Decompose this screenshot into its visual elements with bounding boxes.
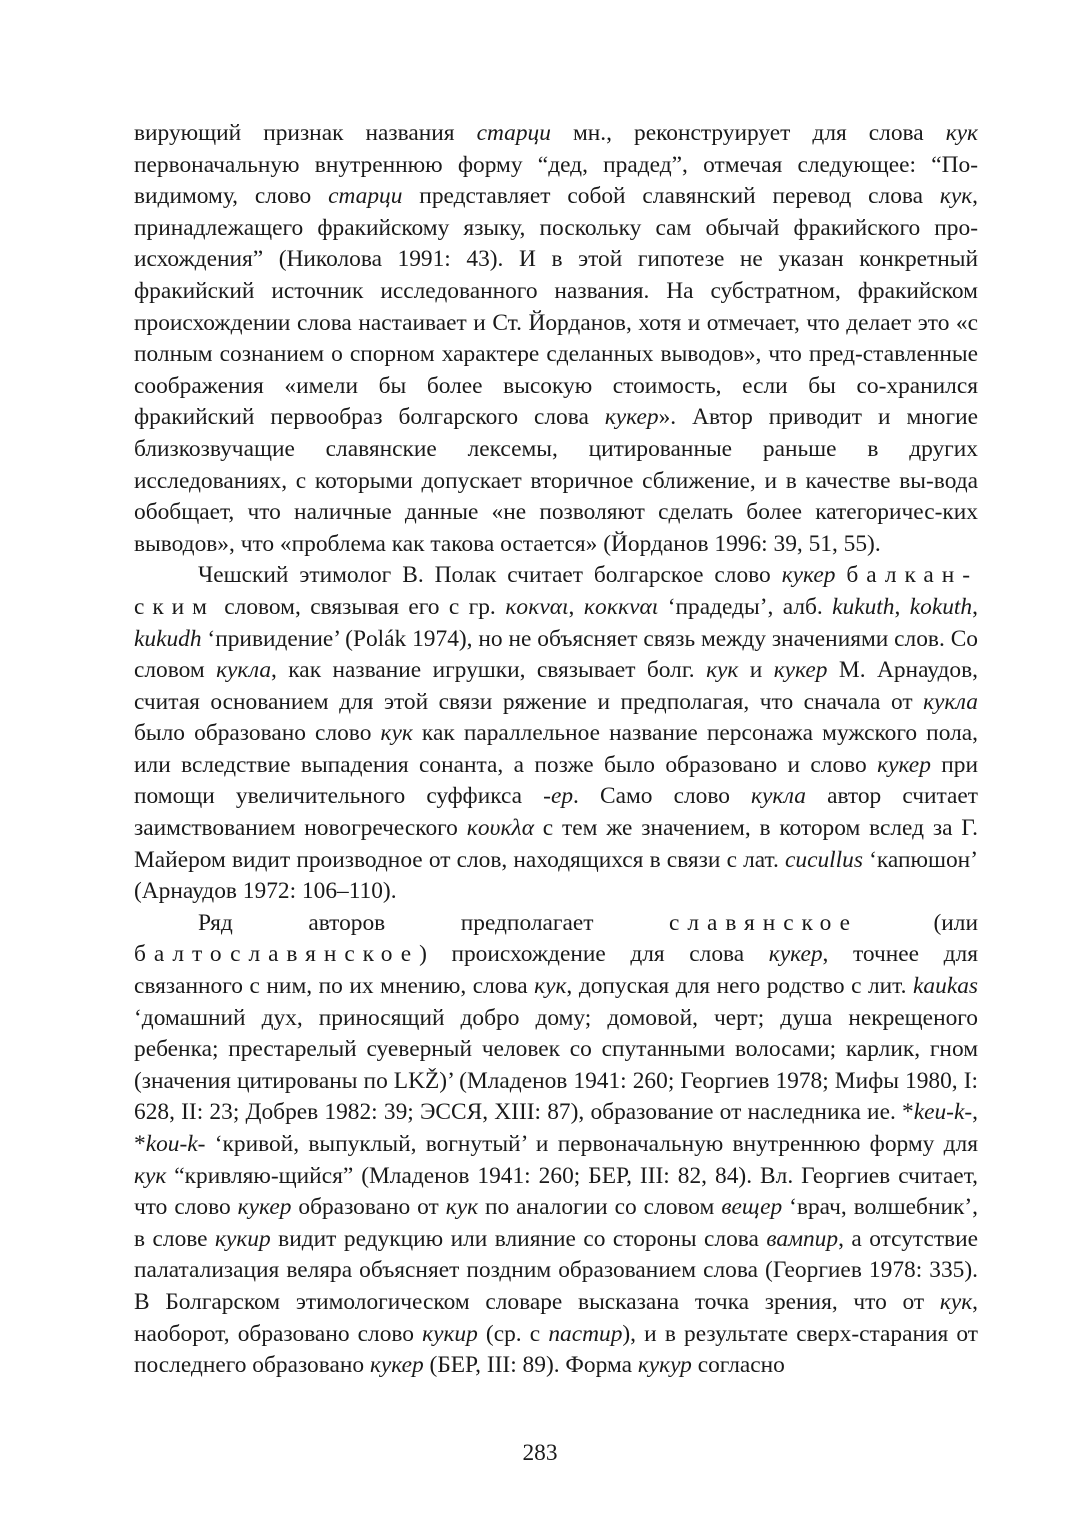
text-run: , точнее для связанного с ним, по их мнению, слова	[134, 941, 978, 1000]
italic-term: вампир	[766, 1225, 839, 1252]
italic-term: -ер	[543, 783, 574, 810]
text-run: (или	[857, 909, 978, 936]
text-run: ‘прадеды’, алб.	[658, 593, 833, 620]
text-run: при помощи увеличительного суффикса	[134, 751, 978, 810]
italic-term: кукер	[877, 751, 931, 778]
text-run: и	[738, 657, 774, 684]
italic-term: кукер	[773, 657, 828, 684]
text-run: ‘домашний дух, приносящий добро дому; домовой, черт; душа некрещеного ребенка; престарелый суеверный человек со спутанными волосами; карлик, гном (значения цитированы по LKŽ)’ (Младенов 1941: 260; Георгиев 1978; Мифы 1980, I: 628, II: 23; Добрев 1982: 39; ЭССЯ, XIII: 87), образование от наследника ие. *	[134, 1004, 978, 1126]
italic-term: кукер	[237, 1194, 292, 1221]
italic-term: кук	[939, 183, 973, 210]
text-run: первоначальную внутреннюю форму “дед, прадед”, отмечая следующее: “По-видимому, слово	[134, 151, 978, 210]
text-run: , наоборот, образовано слово	[134, 1288, 978, 1347]
italic-term: kukudh	[134, 625, 202, 652]
text-run: ». Автор приводит и многие близкозвучащие славянские лексемы, цитированные раньше в других исследованиях, с которыми допускает вторичное сближение, и в качестве вы-вода обобщает, что наличные данные «не позволяют сделать более категоричес-ких выводов», что «проблема как такова остается» (Йорданов 1996: 39, 51, 55).	[134, 404, 978, 557]
text-run: , а отсутствие палатализация веляра объясняет поздним образованием слова (Георгиев 1978: 335). В Болгарском этимологическом словаре высказана точка зрения, что от	[134, 1225, 978, 1315]
text-run: вирующий признак названия	[134, 120, 477, 146]
italic-term: кукла	[751, 783, 806, 810]
text-run: ‘привидение’ (Polák 1974), но не объясняет связь между значениями слов. Со словом	[134, 625, 978, 684]
text-run: согласно	[691, 1352, 785, 1379]
text-run: (БЕР, III: 89). Форма	[423, 1352, 638, 1379]
italic-term: кукир	[422, 1320, 478, 1347]
paragraph-2	[134, 560, 978, 908]
text-run: словом, связывая его с гр.	[214, 593, 506, 620]
italic-term: кук	[134, 1162, 167, 1189]
text-run: , принадлежащего фракийскому языку, поскольку сам обычай фракийского про-исхождения” (Николова 1991: 43). И в этой гипотезе не указан конкретный фракийский источник исследованного названия. На субстратном, фракийском происхождении слова настаивает и Ст. Йорданов, хотя и отмечает, что делает это «с полным сознанием о спорном характере сделанных выводов», что пред-ставленные соображения «имели бы более высокую стоимость, если бы со-хранился фракийский первообраз болгарского слова	[134, 183, 979, 431]
italic-term: кук	[534, 973, 567, 1000]
text-run: ), и в результате сверх-старания от последнего образовано	[134, 1320, 979, 1379]
text-run: представляет собой славянский перевод слова	[402, 183, 940, 210]
page-number: 283	[522, 1440, 558, 1466]
italic-term: кукир	[215, 1225, 271, 1252]
text-run: (ср. с	[477, 1320, 549, 1347]
text-run: , *	[134, 1099, 978, 1157]
italic-term: кук	[380, 720, 413, 747]
italic-term: κoκναι	[505, 593, 569, 620]
text-run: как параллельное название персонажа мужского пола, или вследствие выпадения сонанта, а позже было образовано и слово	[134, 720, 978, 778]
text-run: мн., реконструирует для слова	[550, 120, 946, 146]
text-run: ,	[568, 593, 584, 620]
italic-term: kaukas	[913, 973, 978, 1000]
italic-term: kou-k-	[145, 1131, 206, 1157]
text-run	[835, 562, 846, 588]
text-run: образовано от	[291, 1194, 446, 1221]
text-run: было образовано слово	[134, 720, 381, 747]
italic-term: пастир	[548, 1320, 623, 1347]
italic-term: kukuth	[832, 593, 895, 620]
text-run: . Само слово	[573, 783, 752, 810]
italic-term: кук	[945, 120, 978, 146]
italic-term: кукер	[781, 562, 836, 589]
italic-term: кук	[706, 657, 739, 684]
italic-term: вещер	[721, 1194, 783, 1221]
italic-term: κουκλα	[466, 815, 534, 842]
text-run: М. Арнаудов, считая основанием для этой связи ряжение и предполагая, что сначала от	[134, 657, 978, 715]
text-run: ‘кривой, выпуклый, вогнутый’ и первоначальную внутреннюю форму для	[205, 1131, 978, 1157]
text-run: по аналогии со словом	[478, 1194, 722, 1221]
spaced-term: балкан-ским	[134, 562, 978, 620]
text-run: с тем же значением, в котором вслед за Г. Майером видит производное от слов, находящихся в связи с лат.	[134, 815, 978, 873]
paragraph-1	[134, 118, 978, 560]
text-run: “кривляю-щийся” (Младенов 1941: 260; БЕР, III: 82, 84). Вл. Георгиев считает, что слово	[134, 1162, 978, 1221]
text-run: Ряд авторов предполагает	[198, 909, 670, 936]
italic-term: кукур	[637, 1352, 692, 1379]
text-run: , как название игрушки, связывает болг.	[271, 657, 707, 684]
text-run: ,	[894, 593, 910, 620]
text-run: ‘капюшон’ (Арнаудов 1972: 106–110).	[134, 846, 978, 905]
paragraph-3	[134, 908, 978, 1382]
italic-term: keu-k-	[913, 1099, 973, 1126]
italic-term: кук	[445, 1194, 479, 1221]
text-run: видит редукцию или влияние со стороны слова	[270, 1225, 767, 1252]
spaced-term: балтославянское	[134, 941, 420, 968]
italic-term: кукер	[369, 1352, 424, 1379]
text-run: ‘врач, волшебник’, в слове	[134, 1194, 978, 1252]
italic-term: κoκκναι	[583, 593, 659, 620]
italic-term: старци	[476, 120, 551, 146]
italic-term: кукла	[216, 657, 272, 684]
text-run: автор считает заимствованием новогреческого	[134, 783, 979, 842]
italic-term: кук	[939, 1288, 973, 1315]
italic-term: кукла	[923, 688, 978, 715]
italic-term: старци	[328, 183, 403, 210]
italic-term: cucullus	[785, 846, 863, 873]
text-run: Чешский этимолог В. Полак считает болгарское слово	[198, 562, 782, 589]
spaced-term: славянское	[669, 909, 858, 936]
text-run: ,	[972, 593, 978, 620]
italic-term: кукер	[768, 941, 823, 968]
text-run: ) происхождение для слова	[419, 941, 769, 968]
italic-term: кукер	[604, 404, 659, 431]
page-body	[134, 118, 978, 1382]
italic-term: kokuth	[909, 593, 973, 620]
text-run: , допуская для него родство с лит.	[566, 973, 914, 1000]
